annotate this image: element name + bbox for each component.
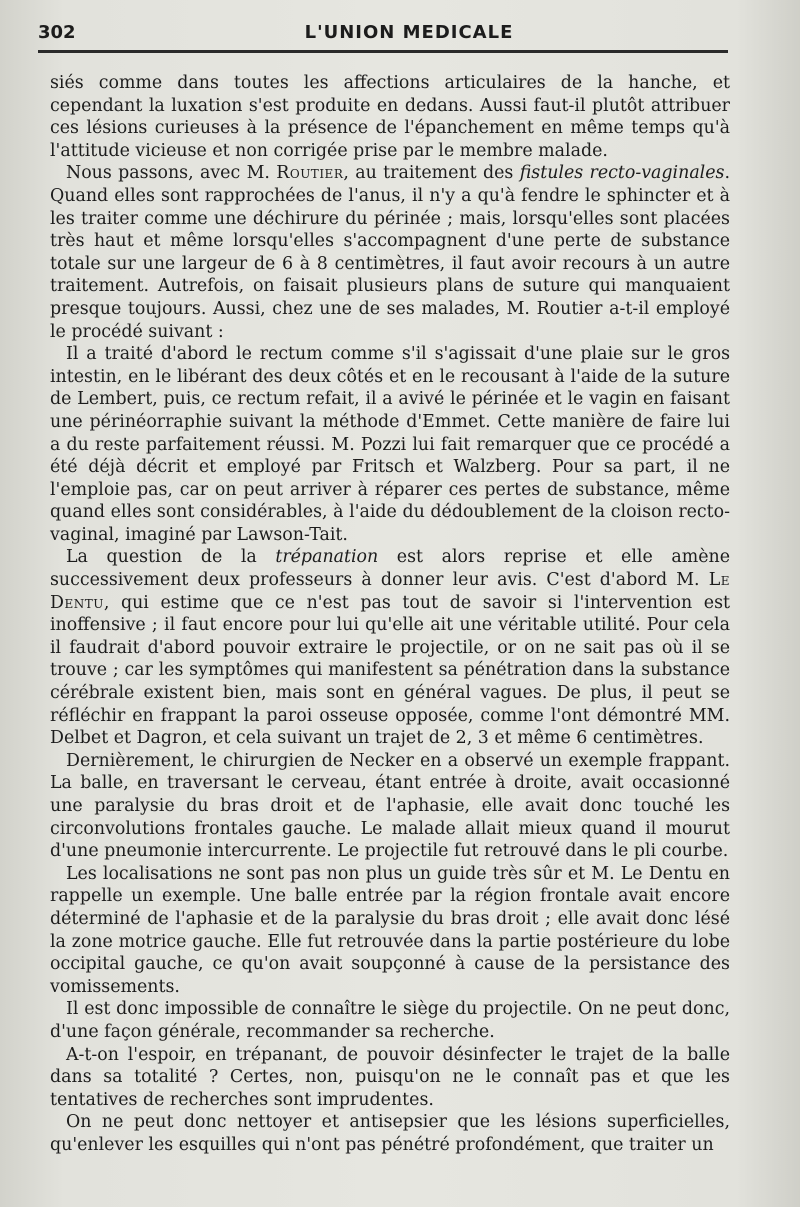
text-run: siés comme dans toutes les affections articulaires de la hanche, et cependant la luxation s'est produite en dedans. Aussi faut-il plutôt attribuer ces lésions curieuses à la présence de l'épanchement en même temps qu'à l'attitude vicieuse et non corrigée prise par le membre malade. <box>50 73 730 161</box>
author-name: Routier <box>276 163 344 184</box>
author-name: Le Dentu <box>50 570 730 613</box>
text-run: . Quand elles sont rapprochées de l'anus, il n'y a qu'à fendre le sphincter et à les traiter comme une déchirure du périnée ; mais, lorsqu'elles sont placées très haut et même lorsqu'elles s'accompagnent d'une perte de substance totale sur une largeur de 6 à 8 centimètres, il faut avoir recours à un autre traitement. Autrefois, on faisait plusieurs plans de suture qui manquaient presque toujours. Aussi, chez une de ses malades, M. Routier a-t-il employé le procédé suivant : <box>50 163 730 342</box>
italic-text: fistules recto-vaginales <box>519 163 725 184</box>
text-run: , qui estime que ce n'est pas tout de savoir si l'intervention est inoffensive ; il faut encore pour lui qu'elle ait une véritable utilité. Pour cela il faudrait d'abord pouvoir extraire le projectile, or on ne sait pas où il se trouve ; car les symptômes qui manifestent sa pénétration dans la substance cérébrale existent bien, mais sont en général vagues. De plus, il peut se réfléchir en frappant la paroi osseuse opposée, comme l'ont démontré MM. Delbet et Dagron, et cela suivant un trajet de 2, 3 et même 6 centimètres. <box>50 592 730 749</box>
page-number: 302 <box>38 22 76 43</box>
paragraph <box>50 863 730 999</box>
paragraph <box>50 546 730 749</box>
paragraph <box>50 1044 730 1112</box>
text-run: Dernièrement, le chirurgien de Necker en a observé un exemple frappant. La balle, en traversant le cerveau, étant entrée à droite, avait occasionné une paralysie du bras droit et de l'aphasie, elle avait donc touché les circonvolutions frontales gauche. Le malade allait mieux quand il mourut d'une pneumonie intercurrente. Le projectile fut retrouvé dans le pli courbe. <box>50 750 730 862</box>
text-run: Nous passons, avec M. <box>66 163 277 184</box>
text-run: Il est donc impossible de connaître le siège du projectile. On ne peut donc, d'une façon générale, recommander sa recherche. <box>50 999 730 1042</box>
text-run: On ne peut donc nettoyer et antisepsier que les lésions superficielles, qu'enlever les esquilles qui n'ont pas pénétré profondément, que traiter un <box>50 1112 730 1155</box>
text-run: , au traitement des <box>343 163 520 184</box>
italic-text: trépanation <box>275 547 379 568</box>
running-title: L'UNION MEDICALE <box>304 22 514 43</box>
paragraph <box>50 343 730 546</box>
header-rule <box>38 50 728 53</box>
paragraph <box>50 750 730 863</box>
paragraph <box>50 998 730 1043</box>
text-run: A-t-on l'espoir, en trépanant, de pouvoir désinfecter le trajet de la balle dans sa totalité ? Certes, non, puisqu'on ne le connaît pas et que les tentatives de recherches sont imprudentes. <box>50 1044 730 1110</box>
text-run: La question de la <box>66 547 276 568</box>
paragraph <box>50 72 730 162</box>
text-run: Il a traité d'abord le rectum comme s'il s'agissait d'une plaie sur le gros intestin, en le libérant des deux côtés et en le recousant à l'aide de la suture de Lembert, puis, ce rectum refait, il a avivé le périnée et le vagin en faisant une périnéorraphie suivant la méthode d'Emmet. Cette manière de faire lui a du reste parfaitement réussi. M. Pozzi lui fait remarquer que ce procédé a été déjà décrit et employé par Fritsch et Walzberg. Pour sa part, il ne l'emploie pas, car on peut arriver à réparer ces pertes de substance, même quand elles sont considérables, à l'aide du dédoublement de la cloison recto-vaginal, imaginé par Lawson-Tait. <box>50 344 730 545</box>
text-run: Les localisations ne sont pas non plus un guide très sûr et M. Le Dentu en rappelle un exemple. Une balle entrée par la région frontale avait encore déterminé de l'aphasie et de la paralysie du bras droit ; elle avait donc lésé la zone motrice gauche. Elle fut retrouvée dans la partie postérieure du lobe occipital gauche, ce qu'on avait soupçonné à cause de la persistance des vomissements. <box>50 863 730 997</box>
page-header <box>38 14 780 48</box>
paragraph <box>50 162 730 343</box>
body-text <box>50 72 730 1157</box>
paragraph <box>50 1111 730 1156</box>
text-run: est alors reprise et elle amène successivement deux professeurs à donner leur avis. C'est d'abord M. <box>50 547 730 591</box>
